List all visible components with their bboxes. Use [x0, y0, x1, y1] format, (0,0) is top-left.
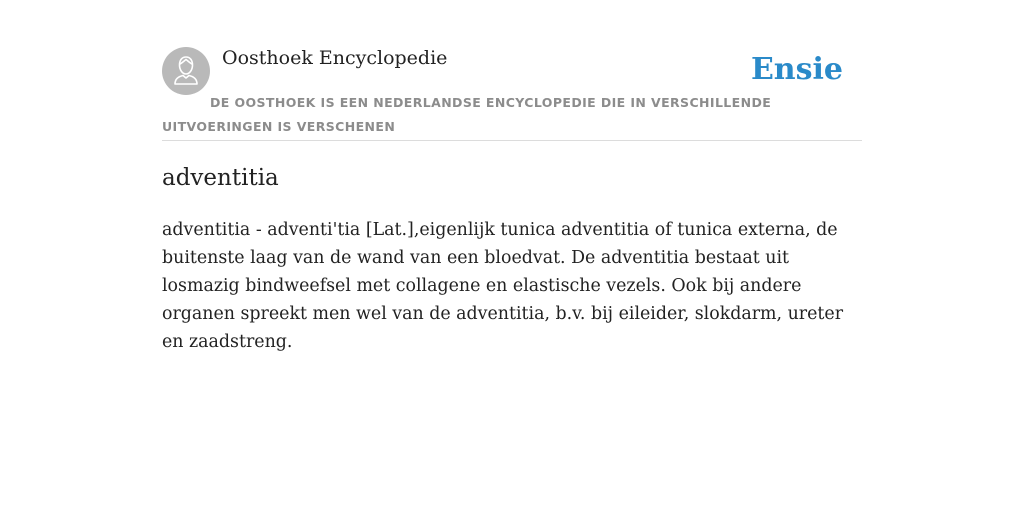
- ensie-logo-link[interactable]: Ensie: [750, 52, 843, 87]
- source-title[interactable]: Oosthoek Encyclopedie: [222, 47, 448, 69]
- entry-title: adventitia: [162, 165, 279, 191]
- source-header: [162, 46, 862, 141]
- user-silhouette-icon: [162, 47, 210, 95]
- source-description: DE OOSTHOEK IS EEN NEDERLANDSE ENCYCLOPEDIE DIE IN VERSCHILLENDE UITVOERINGEN IS VERSCHENEN: [162, 95, 772, 134]
- user-avatar-icon[interactable]: [162, 47, 210, 95]
- entry-definition: adventitia - adventi'tia [Lat.],eigenlijk tunica adventitia of tunica externa, de buitenste laag van de wand van een bloedvat. De adventitia bestaat uit losmazig bindweefsel met collagene en elastische vezels. Ook bij andere organen spreekt men wel van de adventitia, b.v. bij eileider, slokdarm, ureter en zaadstreng.: [162, 220, 844, 352]
